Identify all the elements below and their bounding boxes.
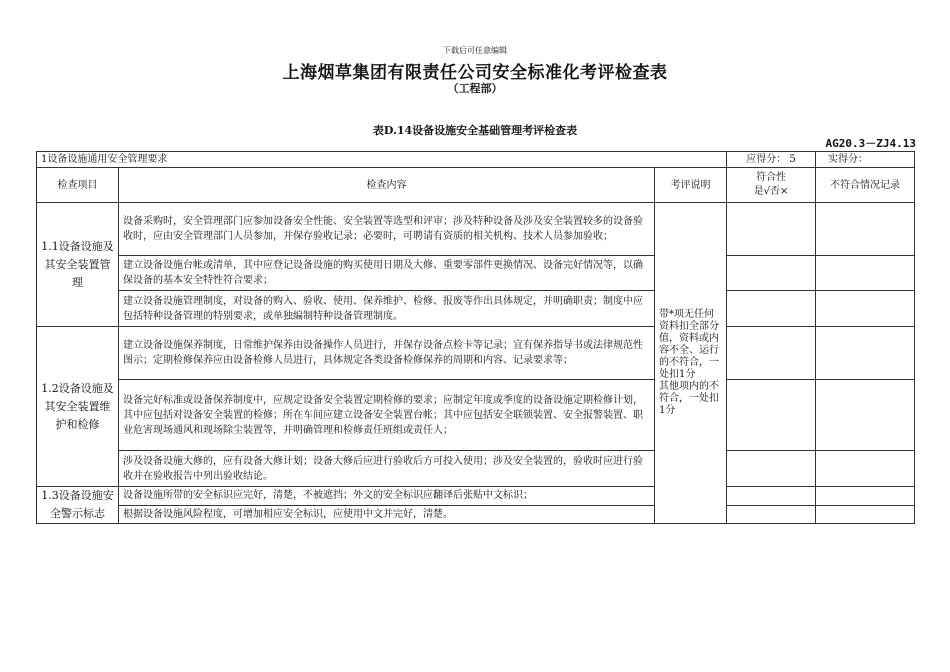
record-cell[interactable]: [816, 451, 915, 487]
record-cell[interactable]: [816, 256, 915, 291]
content-cell: 根据设备设施风险程度，可增加相应安全标识，应使用中文并完好，清楚。: [119, 505, 655, 524]
record-cell[interactable]: [816, 487, 915, 506]
content-cell: 设备设施所带的安全标识应完好，清楚，不被遮挡；外文的安全标识应翻译后张贴中文标识；: [119, 487, 655, 506]
table-row: [37, 380, 915, 451]
content-cell: 设备完好标准或设备保养制度中，应规定设备安全装置定期检修的要求；应制定年度或季度的设备设施定期检修计划，其中应包括对设备安全装置的检修；所在车间应建立设备安全装置台帐；其中应包括安全联锁装置、安全报警装置、职业危害现场通风和现场除尘装置等，并明确管理和检修责任班组或责任人；: [119, 380, 655, 451]
page-title: 上海烟草集团有限责任公司安全标准化考评检查表: [282, 63, 668, 83]
compliance-cell[interactable]: [727, 291, 816, 327]
compliance-cell[interactable]: [727, 203, 816, 256]
table-row: [37, 451, 915, 487]
checklist-table: [36, 151, 915, 524]
section-label: 1设备设施通用安全管理要求: [37, 152, 727, 168]
record-cell[interactable]: [816, 291, 915, 327]
header-record: 不符合情况记录: [816, 168, 915, 203]
record-cell[interactable]: [816, 327, 915, 380]
compliance-cell[interactable]: [727, 505, 816, 524]
item-cell: 1.1设备设施及其安全装置管理: [37, 203, 119, 327]
table-row: [37, 256, 915, 291]
table-row: [37, 327, 915, 380]
compliance-cell[interactable]: [727, 256, 816, 291]
section-row: [37, 152, 915, 168]
due-score: 应得分： 5: [727, 152, 816, 168]
record-cell[interactable]: [816, 380, 915, 451]
table-row: [37, 203, 915, 256]
table-row: [37, 291, 915, 327]
document-code: AG20.3－ZJ4.13: [825, 137, 916, 150]
top-note: 下载后可任意编辑: [443, 46, 507, 55]
compliance-cell[interactable]: [727, 327, 816, 380]
compliance-cell[interactable]: [727, 380, 816, 451]
header-explanation: 考评说明: [655, 168, 727, 203]
department-label: （工程部）: [447, 82, 503, 95]
table-title: 表D.14设备设施安全基础管理考评检查表: [372, 124, 578, 137]
compliance-cell[interactable]: [727, 451, 816, 487]
header-row: [37, 168, 915, 203]
item-cell: 1.3设备设施安全警示标志: [37, 487, 119, 524]
content-cell: 设备采购时，安全管理部门应参加设备安全性能、安全装置等选型和评审；涉及特种设备及涉及安全装置较多的设备验收时，应由安全管理部门人员参加，并保存验收记录；必要时，可聘请有资质的相关机构、技术人员参加验收；: [119, 203, 655, 256]
content-cell: 建立设备设施台帐或清单，其中应登记设备设施的购买使用日期及大修、重要零部件更换情况、设备完好情况等，以确保设备的基本安全特性符合要求；: [119, 256, 655, 291]
content-cell: 建立设备设施管理制度，对设备的购入、验收、使用、保养维护、检修、报废等作出具体规定，并明确职责；制度中应包括特种设备管理的特别要求，或单独编制特种设备管理制度。: [119, 291, 655, 327]
table-row: [37, 487, 915, 506]
item-cell: 1.2设备设施及其安全装置维护和检修: [37, 327, 119, 487]
record-cell[interactable]: [816, 203, 915, 256]
table-row: [37, 505, 915, 524]
header-content: 检查内容: [119, 168, 655, 203]
header-item: 检查项目: [37, 168, 119, 203]
record-cell[interactable]: [816, 505, 915, 524]
content-cell: 建立设备设施保养制度，日常维护保养由设备操作人员进行，并保存设备点检卡等记录；宜有保养指导书或法律规范性图示；定期检修保养应由设备检修人员进行，具体规定各类设备检修保养的周期和内容、记录要求等；: [119, 327, 655, 380]
header-compliance: 符合性 是√否×: [727, 168, 816, 203]
content-cell: 涉及设备设施大修的，应有设备大修计划；设备大修后应进行验收后方可投入使用；涉及安全装置的，验收时应进行验收并在验收报告中列出验收结论。: [119, 451, 655, 487]
compliance-cell[interactable]: [727, 487, 816, 506]
actual-score: 实得分：: [816, 152, 915, 168]
explanation-cell: 带*项无任何资料扣全部分值，资料或内容不全、运行的不符合，一处扣1分 其他项内的不符合，一处扣1分: [655, 203, 727, 524]
